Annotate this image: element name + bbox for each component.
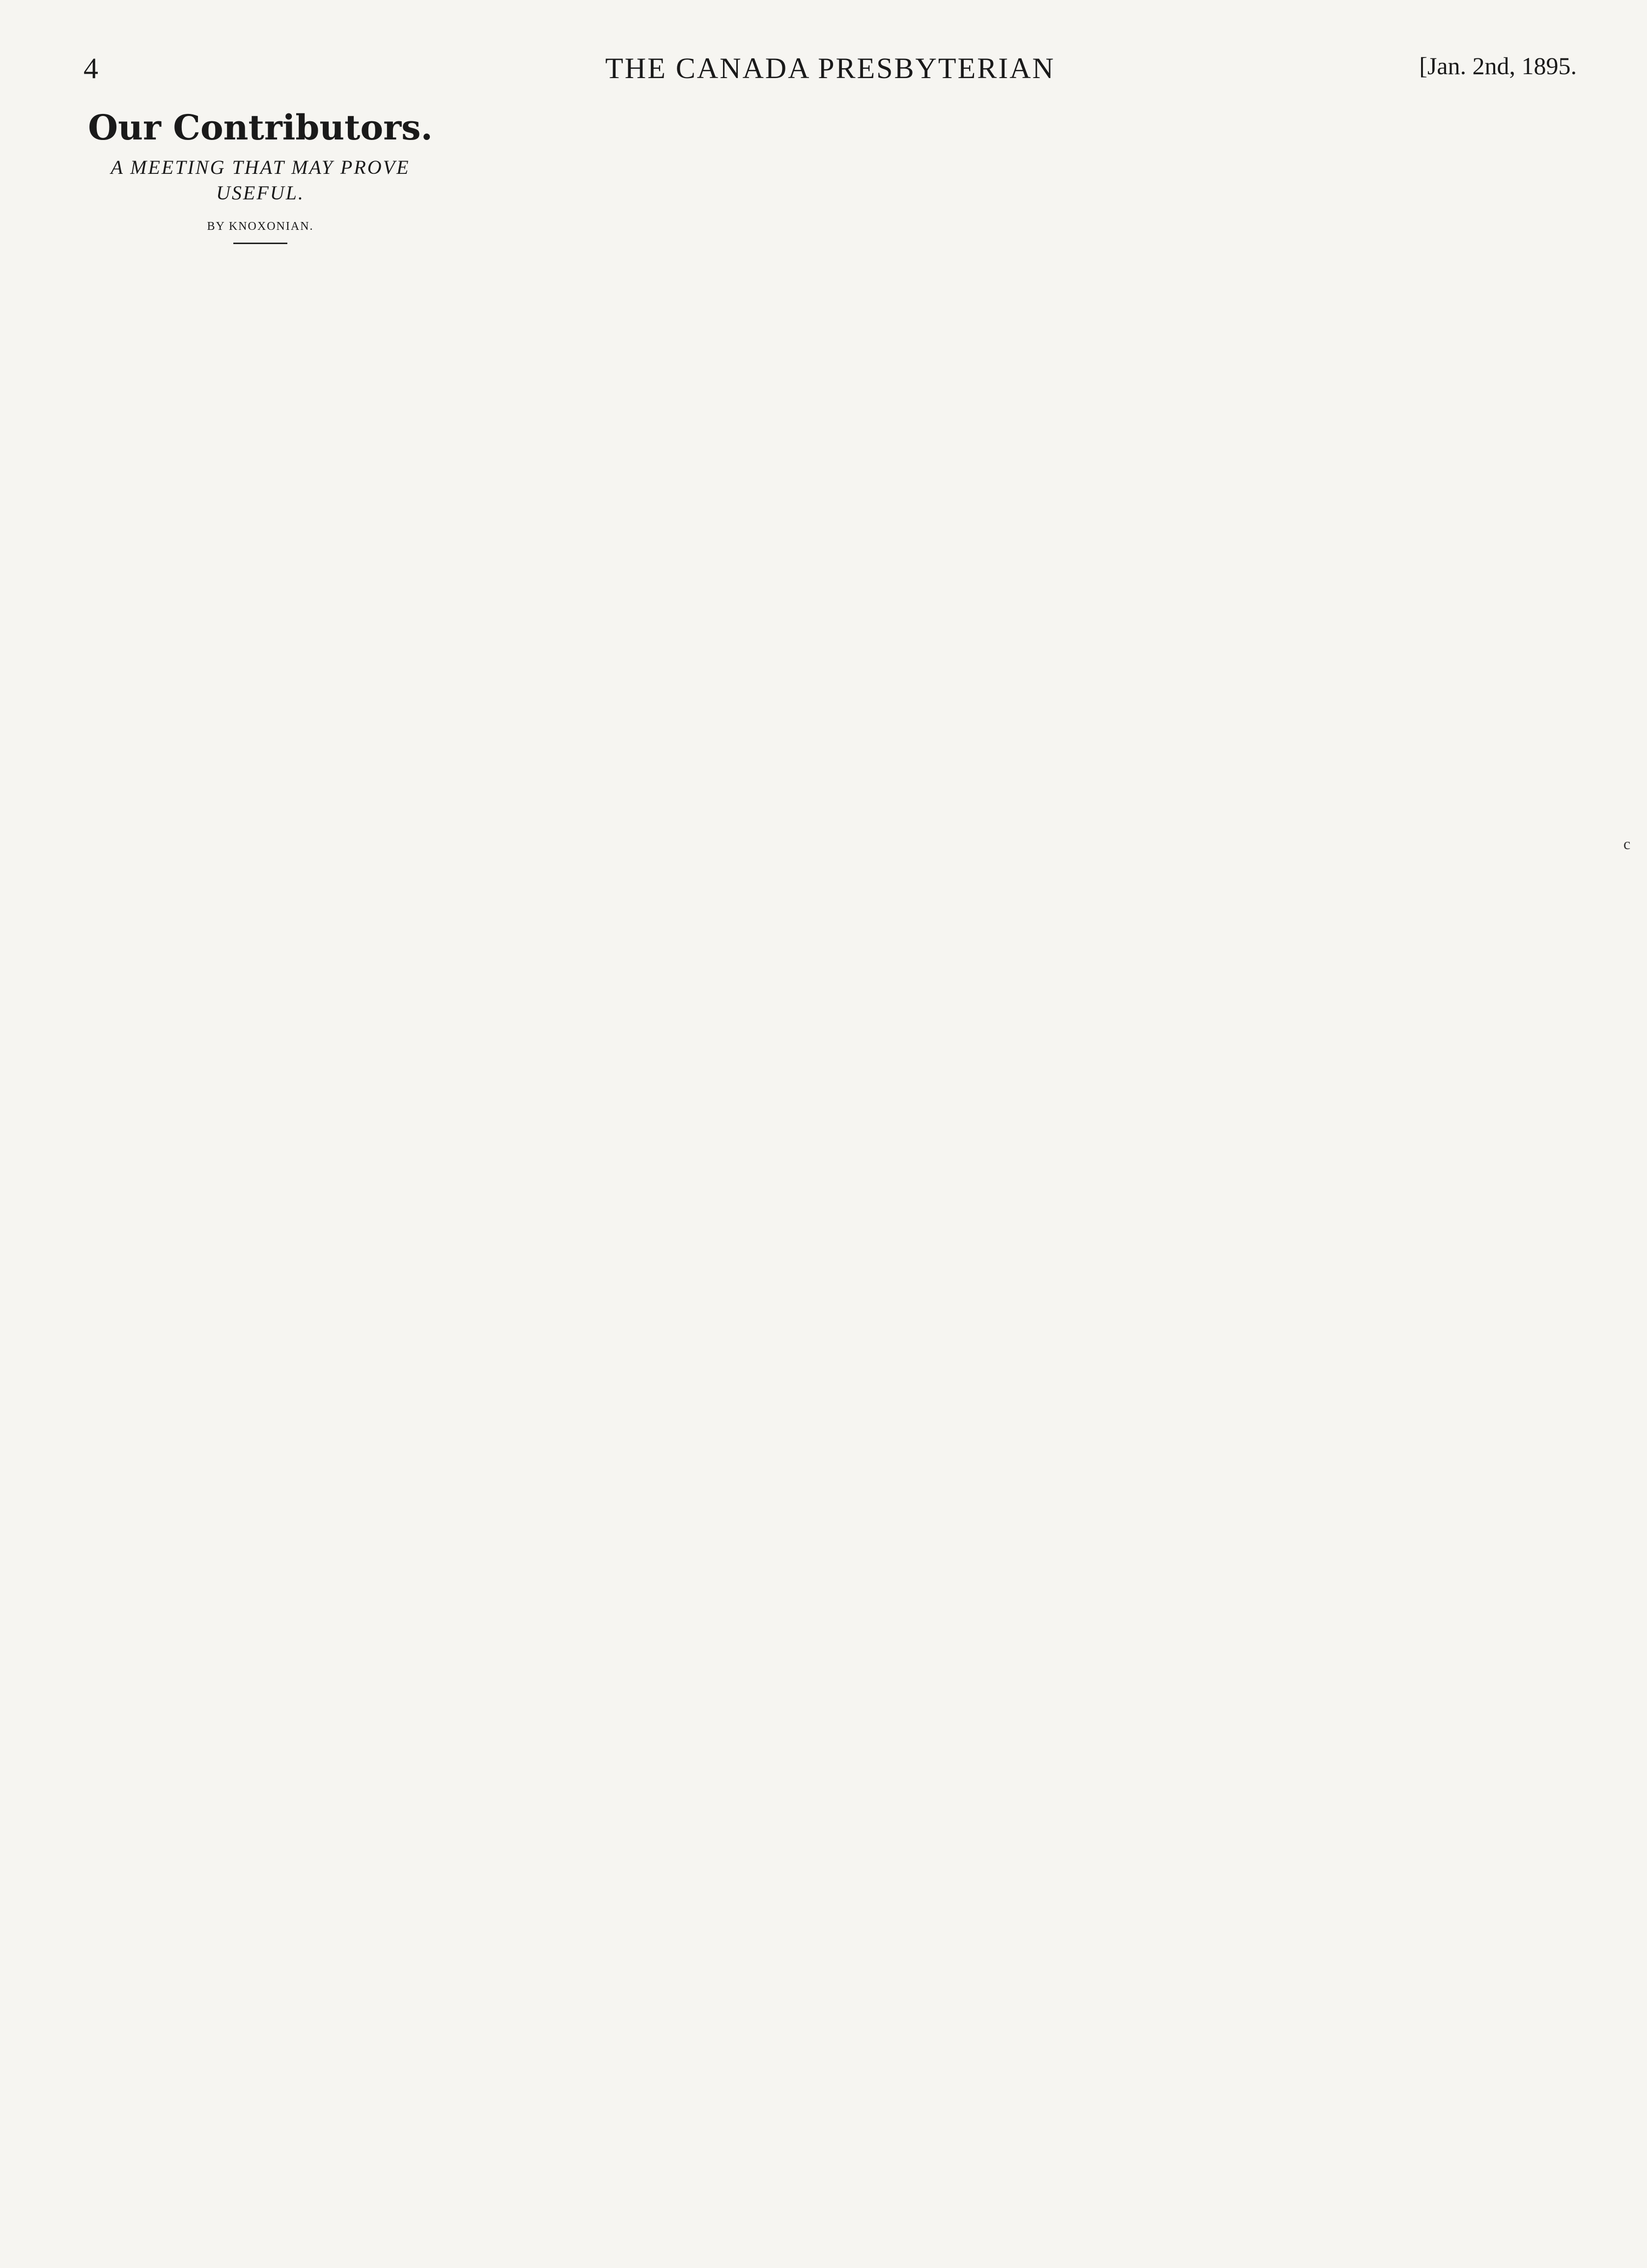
article-columns bbox=[84, 106, 1577, 2217]
article1-title: A MEETING THAT MAY PROVE USEFUL. bbox=[111, 156, 410, 204]
byline-rule bbox=[233, 243, 287, 244]
column-1 bbox=[84, 106, 437, 2217]
margin-mark: c bbox=[1623, 835, 1631, 853]
page-number: 4 bbox=[84, 52, 98, 84]
column-4 bbox=[1223, 106, 1576, 2217]
column-3 bbox=[843, 106, 1197, 2217]
issue-date: [Jan. 2nd, 1895. bbox=[1419, 52, 1577, 80]
article1-byline: BY KNOXONIAN. bbox=[207, 220, 314, 233]
section-title: Our Contributors. bbox=[88, 107, 433, 148]
publication-title: THE CANADA PRESBYTERIAN bbox=[605, 52, 1055, 84]
page-header bbox=[84, 47, 1577, 91]
column-2 bbox=[463, 106, 817, 2217]
